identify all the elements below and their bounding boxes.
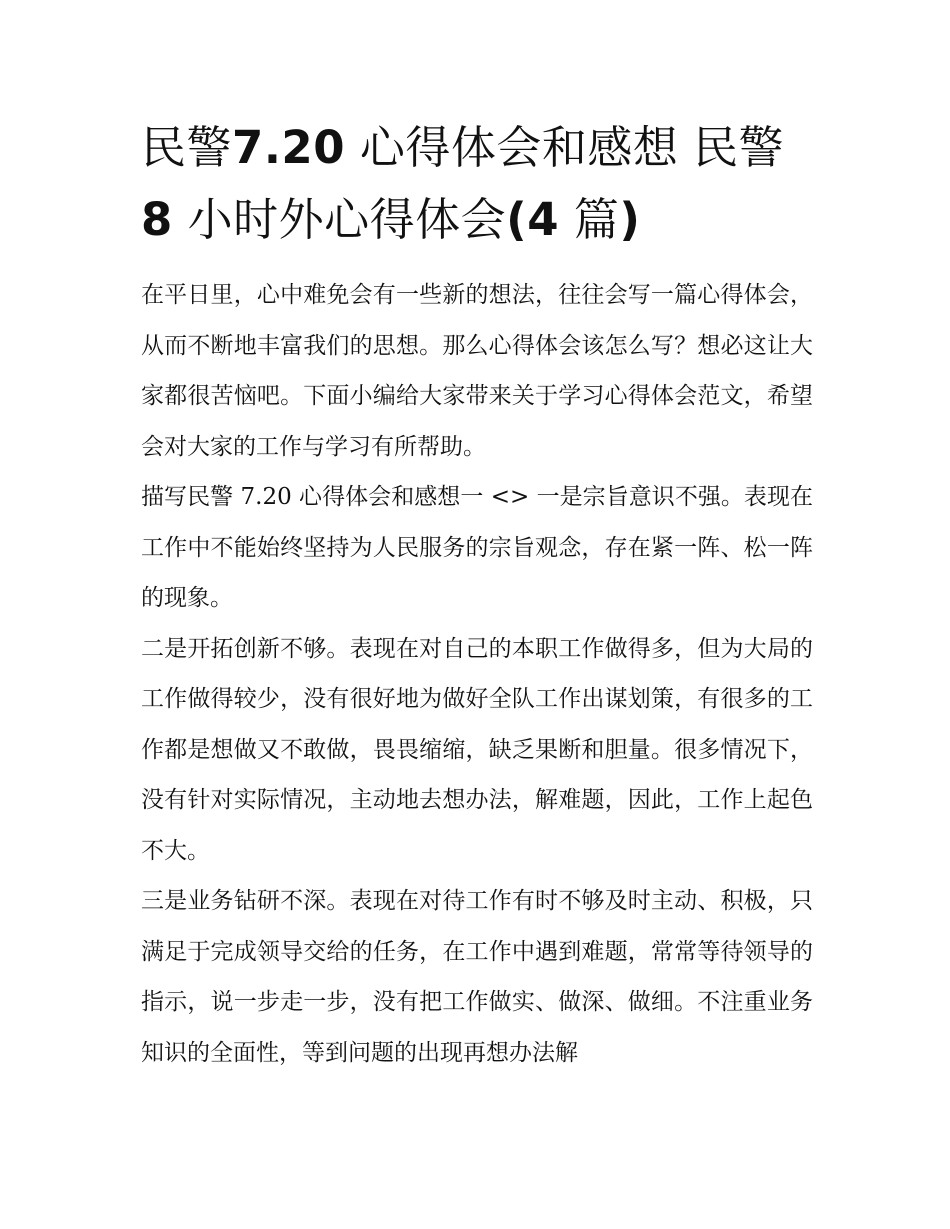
- title-part: 7.20: [232, 121, 346, 174]
- title-part: (4: [506, 193, 560, 246]
- document-content: [141, 112, 813, 1078]
- title-part: 心得体会和感想 民警: [345, 121, 785, 174]
- paragraph-item-3: 三是业务钻研不深。表现在对待工作有时不够及时主动、积极，只满足于完成领导交给的任务，在工作中遇到难题，常常等待领导的指示，说一步走一步，没有把工作做实、做深、做细。不注重业务知识的全面性，等到问题的出现再想办法解: [141, 888, 813, 1066]
- title-part: ): [619, 193, 641, 246]
- paragraph-item-2: 二是开拓创新不够。表现在对自己的本职工作做得多，但为大局的工作做得较少，没有很好地为做好全队工作出谋划策，有很多的工作都是想做又不敢做，畏畏缩缩，缺乏果断和胆量。很多情况下，没有针对实际情况，主动地去想办法，解难题，因此，工作上起色不大。: [141, 635, 813, 864]
- paragraph-item-1: 描写民警 7.20 心得体会和感想一 <> 一是宗旨意识不强。表现在工作中不能始终坚持为人民服务的宗旨观念，存在紧一阵、松一阵的现象。: [141, 484, 813, 611]
- document-body: [141, 270, 813, 1078]
- title-part: 民警: [141, 121, 233, 174]
- paragraph-intro: 在平日里，心中难免会有一些新的想法，往往会写一篇心得体会，从而不断地丰富我们的思想。那么心得体会该怎么写？想必这让大家都很苦恼吧。下面小编给大家带来关于学习心得体会范文，希望会对大家的工作与学习有所帮助。: [141, 282, 813, 460]
- title-part: 8: [141, 193, 173, 246]
- title-part: 篇: [559, 193, 620, 246]
- title-part: 小时外心得体会: [172, 193, 507, 246]
- document-title: [141, 112, 813, 256]
